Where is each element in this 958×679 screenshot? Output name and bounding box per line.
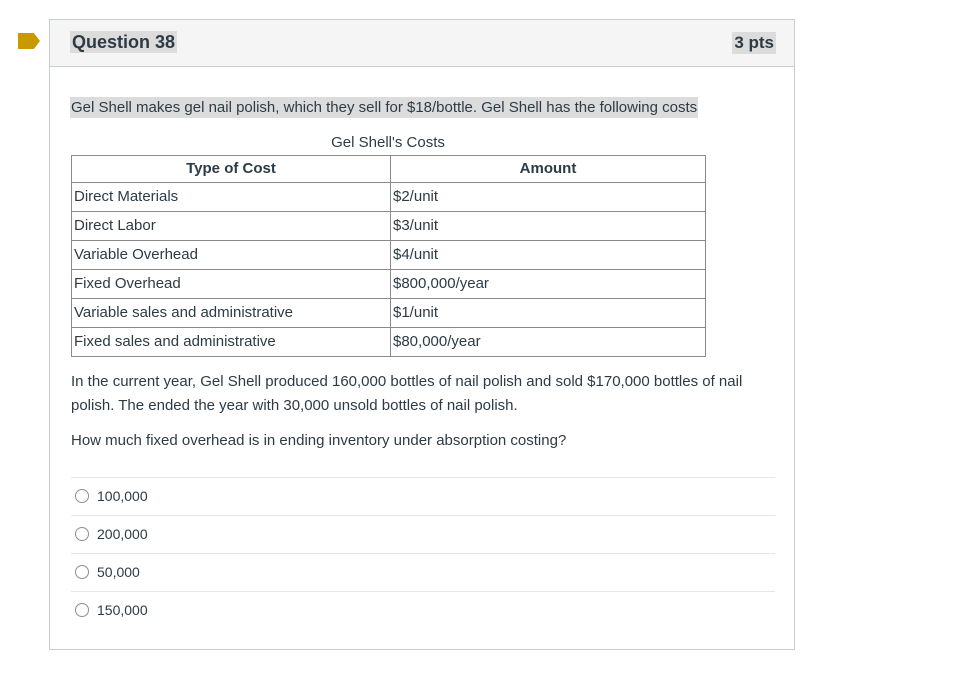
cost-type-cell: Fixed Overhead <box>72 270 391 299</box>
cost-amount-cell: $4/unit <box>391 241 706 270</box>
question-header <box>50 20 794 67</box>
cost-amount-cell: $3/unit <box>391 212 706 241</box>
table-row <box>72 183 706 212</box>
radio-button[interactable] <box>75 489 89 503</box>
answer-option-1[interactable] <box>71 477 775 515</box>
cost-type-cell: Fixed sales and administrative <box>72 328 391 357</box>
answer-label[interactable]: 50,000 <box>97 564 140 580</box>
cost-type-cell: Direct Materials <box>72 183 391 212</box>
table-row <box>72 299 706 328</box>
question-paragraph-production: In the current year, Gel Shell produced 160,000 bottles of nail polish and sold $170,000 bottles of nail polish. The ended the year with 30,000 unsold bottles of nail polish. <box>71 373 743 414</box>
question-points: 3 pts <box>734 33 774 52</box>
cost-type-cell: Variable Overhead <box>72 241 391 270</box>
cost-amount-cell: $800,000/year <box>391 270 706 299</box>
table-row <box>72 270 706 299</box>
question-card <box>49 19 795 650</box>
radio-button[interactable] <box>75 527 89 541</box>
flag-icon[interactable] <box>18 33 40 49</box>
radio-button[interactable] <box>75 565 89 579</box>
header-type-of-cost: Type of Cost <box>72 156 391 183</box>
answer-label[interactable]: 100,000 <box>97 488 148 504</box>
cost-amount-cell: $2/unit <box>391 183 706 212</box>
table-caption: Gel Shell's Costs <box>331 134 445 151</box>
cost-amount-cell: $80,000/year <box>391 328 706 357</box>
cost-amount-cell: $1/unit <box>391 299 706 328</box>
question-prompt: How much fixed overhead is in ending inventory under absorption costing? <box>71 432 567 449</box>
question-intro: Gel Shell makes gel nail polish, which they sell for $18/bottle. Gel Shell has the following costs <box>71 99 698 116</box>
answer-list <box>71 477 775 629</box>
answer-label[interactable]: 150,000 <box>97 602 148 618</box>
answer-option-4[interactable] <box>71 591 775 629</box>
header-amount: Amount <box>391 156 706 183</box>
table-row <box>72 328 706 357</box>
costs-table <box>71 155 706 357</box>
answer-option-2[interactable] <box>71 515 775 553</box>
cost-type-cell: Direct Labor <box>72 212 391 241</box>
answer-option-3[interactable] <box>71 553 775 591</box>
radio-button[interactable] <box>75 603 89 617</box>
table-header-row <box>72 156 706 183</box>
cost-type-cell: Variable sales and administrative <box>72 299 391 328</box>
question-title: Question 38 <box>72 32 176 52</box>
answer-label[interactable]: 200,000 <box>97 526 148 542</box>
table-row <box>72 212 706 241</box>
table-row <box>72 241 706 270</box>
